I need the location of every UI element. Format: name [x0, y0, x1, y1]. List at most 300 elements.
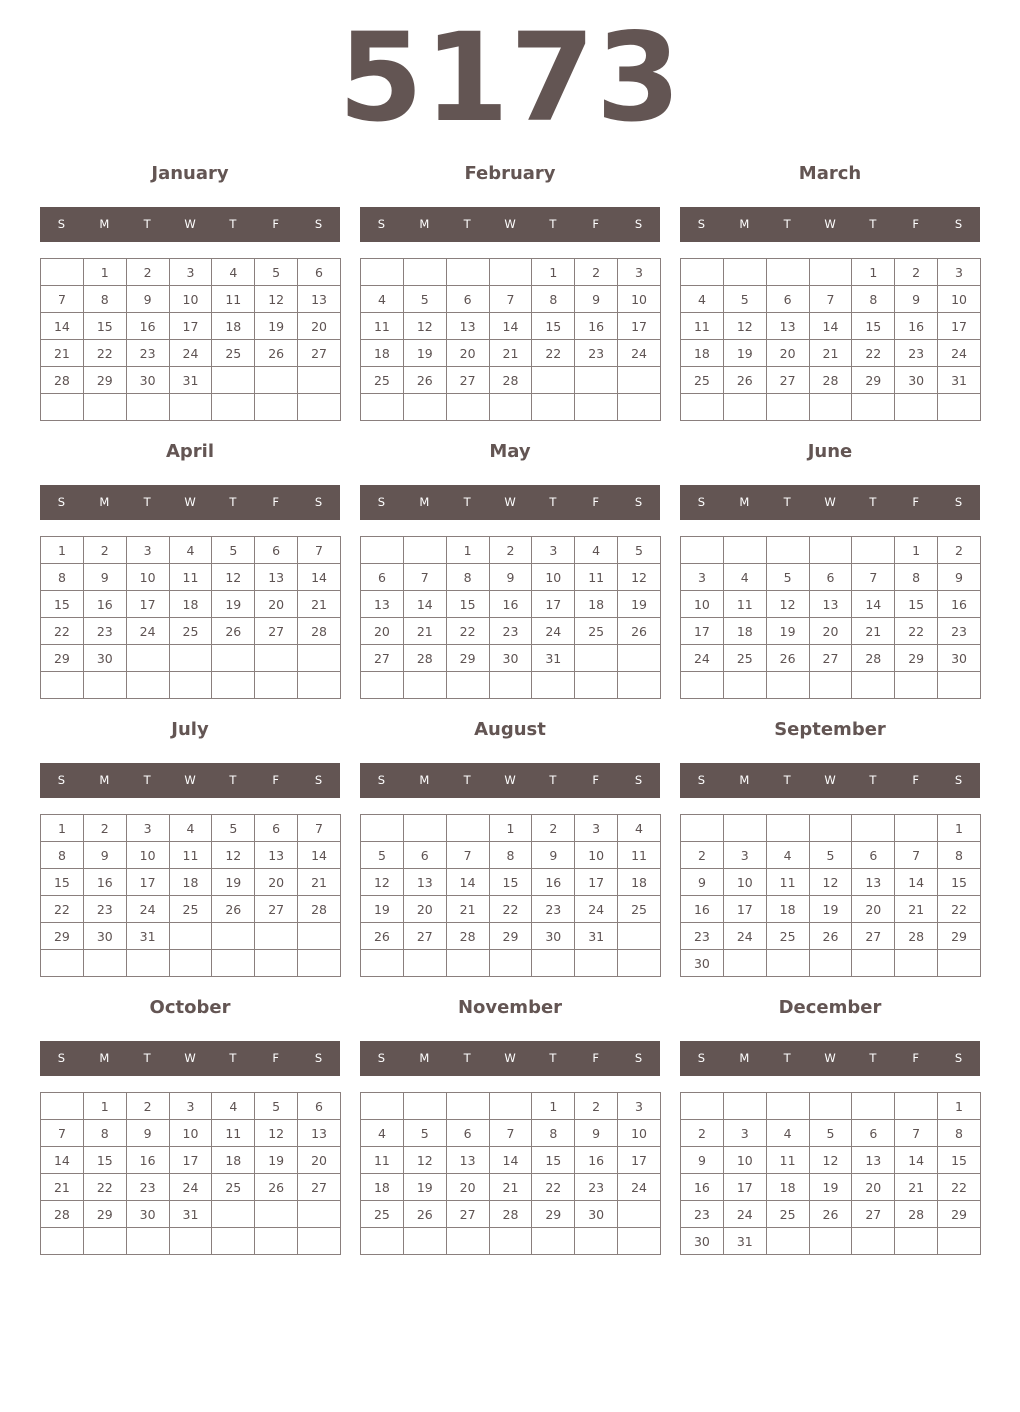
- day-cell: 10: [126, 564, 169, 591]
- week-row: [681, 286, 981, 313]
- day-cell: 23: [575, 1174, 618, 1201]
- day-cell: 5: [809, 1120, 852, 1147]
- day-cell: 16: [126, 1147, 169, 1174]
- day-cell: 17: [618, 1147, 661, 1174]
- weekday-label: W: [824, 217, 836, 231]
- day-cell: 11: [361, 1147, 404, 1174]
- day-cell: 23: [895, 340, 938, 367]
- empty-day-cell: [895, 1228, 938, 1255]
- day-cell: 22: [41, 618, 84, 645]
- day-cell: 9: [83, 842, 126, 869]
- week-row: [361, 591, 661, 618]
- week-row: [681, 591, 981, 618]
- day-cell: 31: [169, 1201, 212, 1228]
- day-cell: 23: [126, 1174, 169, 1201]
- empty-day-cell: [723, 394, 766, 421]
- day-cell: 21: [403, 618, 446, 645]
- empty-day-cell: [446, 1228, 489, 1255]
- week-row: [361, 1174, 661, 1201]
- empty-day-cell: [83, 950, 126, 977]
- day-cell: 5: [723, 286, 766, 313]
- month-name: October: [149, 997, 231, 1018]
- day-cell: 27: [361, 645, 404, 672]
- weekday-label: S: [377, 495, 386, 509]
- day-cell: 27: [852, 923, 895, 950]
- day-cell: 30: [489, 645, 532, 672]
- day-cell: 7: [895, 1120, 938, 1147]
- day-cell: 28: [895, 1201, 938, 1228]
- empty-day-cell: [212, 394, 255, 421]
- weekday-label: S: [377, 773, 386, 787]
- day-cell: 10: [575, 842, 618, 869]
- day-cell: 25: [618, 896, 661, 923]
- day-cell: 16: [575, 1147, 618, 1174]
- day-cell: 2: [126, 259, 169, 286]
- day-cell: 3: [723, 842, 766, 869]
- week-row: [681, 1093, 981, 1120]
- day-cell: 29: [532, 1201, 575, 1228]
- day-cell: 9: [895, 286, 938, 313]
- day-cell: 26: [403, 367, 446, 394]
- day-cell: 1: [532, 259, 575, 286]
- day-cell: 3: [723, 1120, 766, 1147]
- empty-day-cell: [766, 259, 809, 286]
- month-name: December: [778, 997, 882, 1018]
- weekday-label: T: [869, 495, 877, 509]
- day-cell: 1: [938, 1093, 981, 1120]
- week-row: [361, 367, 661, 394]
- weekday-label: T: [229, 495, 237, 509]
- empty-day-cell: [852, 672, 895, 699]
- day-grid: [680, 536, 981, 699]
- day-cell: 11: [681, 313, 724, 340]
- day-cell: 29: [446, 645, 489, 672]
- weekday-header: [680, 485, 980, 520]
- empty-day-cell: [126, 645, 169, 672]
- day-cell: 24: [126, 896, 169, 923]
- day-cell: 15: [532, 1147, 575, 1174]
- day-cell: 26: [766, 645, 809, 672]
- empty-day-cell: [575, 1228, 618, 1255]
- day-cell: 28: [41, 367, 84, 394]
- day-cell: 12: [809, 869, 852, 896]
- day-cell: 12: [361, 869, 404, 896]
- day-cell: 1: [83, 1093, 126, 1120]
- weekday-label: F: [592, 1051, 600, 1065]
- weekday-header: [680, 207, 980, 242]
- empty-day-cell: [361, 394, 404, 421]
- day-cell: 8: [895, 564, 938, 591]
- weekday-label: F: [912, 1051, 920, 1065]
- day-cell: 9: [575, 286, 618, 313]
- day-cell: 26: [212, 896, 255, 923]
- empty-day-cell: [169, 645, 212, 672]
- day-cell: 30: [83, 645, 126, 672]
- day-cell: 3: [126, 815, 169, 842]
- day-cell: 16: [938, 591, 981, 618]
- weekday-label: S: [314, 495, 323, 509]
- day-cell: 1: [938, 815, 981, 842]
- empty-day-cell: [532, 394, 575, 421]
- day-cell: 23: [489, 618, 532, 645]
- day-cell: 16: [532, 869, 575, 896]
- day-cell: 23: [126, 340, 169, 367]
- empty-day-cell: [255, 672, 298, 699]
- day-cell: 15: [41, 591, 84, 618]
- empty-day-cell: [618, 950, 661, 977]
- empty-day-cell: [298, 923, 341, 950]
- day-cell: 11: [361, 313, 404, 340]
- weekday-label: T: [229, 217, 237, 231]
- day-cell: 2: [83, 537, 126, 564]
- day-cell: 22: [489, 896, 532, 923]
- empty-day-cell: [809, 672, 852, 699]
- day-cell: 14: [403, 591, 446, 618]
- day-cell: 20: [766, 340, 809, 367]
- day-cell: 8: [446, 564, 489, 591]
- weekday-label: T: [463, 773, 471, 787]
- day-cell: 23: [83, 896, 126, 923]
- empty-day-cell: [489, 394, 532, 421]
- empty-day-cell: [681, 537, 724, 564]
- week-row: [681, 950, 981, 977]
- empty-day-cell: [403, 537, 446, 564]
- day-cell: 26: [212, 618, 255, 645]
- weekday-header: [40, 763, 340, 798]
- weekday-label: F: [912, 773, 920, 787]
- day-cell: 7: [489, 286, 532, 313]
- empty-day-cell: [938, 672, 981, 699]
- day-cell: 26: [361, 923, 404, 950]
- day-cell: 21: [298, 591, 341, 618]
- day-cell: 25: [766, 923, 809, 950]
- day-cell: 13: [255, 842, 298, 869]
- empty-day-cell: [618, 367, 661, 394]
- empty-day-cell: [169, 923, 212, 950]
- empty-day-cell: [575, 367, 618, 394]
- day-cell: 20: [298, 1147, 341, 1174]
- empty-day-cell: [169, 1228, 212, 1255]
- day-cell: 8: [41, 842, 84, 869]
- day-cell: 15: [938, 869, 981, 896]
- day-cell: 30: [532, 923, 575, 950]
- day-cell: 29: [938, 923, 981, 950]
- day-cell: 24: [723, 923, 766, 950]
- weekday-label: W: [824, 1051, 836, 1065]
- empty-day-cell: [575, 645, 618, 672]
- day-cell: 7: [446, 842, 489, 869]
- empty-day-cell: [212, 645, 255, 672]
- day-cell: 7: [403, 564, 446, 591]
- weekday-label: M: [419, 495, 430, 509]
- empty-day-cell: [766, 815, 809, 842]
- empty-day-cell: [361, 537, 404, 564]
- day-cell: 14: [298, 564, 341, 591]
- day-cell: 20: [446, 1174, 489, 1201]
- day-cell: 20: [361, 618, 404, 645]
- week-row: [41, 1228, 341, 1255]
- weekday-label: M: [419, 1051, 430, 1065]
- week-row: [681, 537, 981, 564]
- day-cell: 13: [446, 1147, 489, 1174]
- day-cell: 12: [809, 1147, 852, 1174]
- weekday-label: S: [954, 495, 963, 509]
- day-cell: 17: [126, 869, 169, 896]
- week-row: [41, 537, 341, 564]
- day-cell: 2: [938, 537, 981, 564]
- day-cell: 24: [575, 896, 618, 923]
- day-grid: [360, 258, 661, 421]
- empty-day-cell: [532, 672, 575, 699]
- day-cell: 21: [809, 340, 852, 367]
- day-cell: 27: [403, 923, 446, 950]
- empty-day-cell: [298, 394, 341, 421]
- day-cell: 15: [532, 313, 575, 340]
- week-row: [681, 259, 981, 286]
- day-cell: 14: [41, 313, 84, 340]
- empty-day-cell: [895, 394, 938, 421]
- empty-day-cell: [766, 1093, 809, 1120]
- empty-day-cell: [446, 394, 489, 421]
- day-cell: 13: [255, 564, 298, 591]
- week-row: [361, 286, 661, 313]
- day-cell: 13: [298, 1120, 341, 1147]
- week-row: [41, 286, 341, 313]
- empty-day-cell: [126, 672, 169, 699]
- day-cell: 24: [681, 645, 724, 672]
- day-cell: 9: [83, 564, 126, 591]
- day-cell: 12: [618, 564, 661, 591]
- day-cell: 20: [255, 591, 298, 618]
- day-cell: 7: [41, 286, 84, 313]
- empty-day-cell: [255, 1228, 298, 1255]
- day-cell: 24: [938, 340, 981, 367]
- empty-day-cell: [895, 950, 938, 977]
- empty-day-cell: [766, 394, 809, 421]
- weekday-header: [40, 207, 340, 242]
- day-cell: 16: [126, 313, 169, 340]
- day-cell: 23: [532, 896, 575, 923]
- weekday-label: S: [954, 773, 963, 787]
- week-row: [41, 591, 341, 618]
- calendar-year: 5173: [338, 7, 682, 149]
- day-cell: 29: [83, 367, 126, 394]
- weekday-label: F: [272, 217, 280, 231]
- month-name: June: [807, 441, 853, 462]
- week-row: [361, 1147, 661, 1174]
- week-row: [41, 645, 341, 672]
- empty-day-cell: [169, 950, 212, 977]
- week-row: [681, 896, 981, 923]
- day-cell: 8: [83, 286, 126, 313]
- empty-day-cell: [83, 672, 126, 699]
- week-row: [681, 645, 981, 672]
- day-cell: 12: [255, 1120, 298, 1147]
- weekday-label: F: [272, 1051, 280, 1065]
- week-row: [681, 1228, 981, 1255]
- day-cell: 7: [852, 564, 895, 591]
- day-cell: 12: [212, 842, 255, 869]
- week-row: [681, 842, 981, 869]
- week-row: [681, 1174, 981, 1201]
- day-cell: 28: [852, 645, 895, 672]
- empty-day-cell: [681, 259, 724, 286]
- day-grid: [680, 814, 981, 977]
- week-row: [361, 340, 661, 367]
- day-cell: 30: [83, 923, 126, 950]
- empty-day-cell: [255, 950, 298, 977]
- month-name: January: [151, 163, 229, 184]
- day-cell: 3: [575, 815, 618, 842]
- day-cell: 16: [83, 591, 126, 618]
- day-cell: 13: [852, 1147, 895, 1174]
- day-cell: 18: [766, 1174, 809, 1201]
- empty-day-cell: [852, 950, 895, 977]
- week-row: [361, 645, 661, 672]
- weekday-label: T: [549, 773, 557, 787]
- day-cell: 12: [723, 313, 766, 340]
- weekday-label: M: [739, 1051, 750, 1065]
- week-row: [361, 869, 661, 896]
- empty-day-cell: [681, 1093, 724, 1120]
- day-cell: 18: [169, 591, 212, 618]
- day-cell: 27: [809, 645, 852, 672]
- weekday-header: [680, 763, 980, 798]
- day-cell: 1: [83, 259, 126, 286]
- day-cell: 23: [681, 1201, 724, 1228]
- day-grid: [40, 258, 341, 421]
- empty-day-cell: [809, 1228, 852, 1255]
- day-cell: 19: [403, 340, 446, 367]
- day-cell: 19: [766, 618, 809, 645]
- empty-day-cell: [766, 1228, 809, 1255]
- day-cell: 10: [618, 286, 661, 313]
- empty-day-cell: [126, 950, 169, 977]
- day-cell: 4: [723, 564, 766, 591]
- day-cell: 5: [212, 815, 255, 842]
- day-cell: 25: [169, 618, 212, 645]
- day-cell: 15: [41, 869, 84, 896]
- day-cell: 10: [532, 564, 575, 591]
- empty-day-cell: [618, 923, 661, 950]
- day-cell: 31: [938, 367, 981, 394]
- day-cell: 13: [403, 869, 446, 896]
- day-cell: 30: [681, 1228, 724, 1255]
- day-cell: 8: [532, 1120, 575, 1147]
- day-cell: 5: [403, 1120, 446, 1147]
- day-cell: 7: [298, 537, 341, 564]
- empty-day-cell: [403, 1093, 446, 1120]
- day-cell: 3: [681, 564, 724, 591]
- week-row: [41, 1093, 341, 1120]
- week-row: [41, 1201, 341, 1228]
- weekday-label: M: [419, 773, 430, 787]
- week-row: [41, 869, 341, 896]
- day-cell: 9: [126, 1120, 169, 1147]
- day-cell: 5: [361, 842, 404, 869]
- week-row: [361, 672, 661, 699]
- weekday-label: M: [99, 773, 110, 787]
- day-cell: 9: [681, 1147, 724, 1174]
- day-cell: 18: [575, 591, 618, 618]
- day-cell: 26: [255, 1174, 298, 1201]
- day-cell: 24: [169, 340, 212, 367]
- weekday-label: T: [549, 495, 557, 509]
- day-cell: 12: [403, 313, 446, 340]
- day-cell: 31: [532, 645, 575, 672]
- day-cell: 28: [446, 923, 489, 950]
- weekday-label: S: [314, 1051, 323, 1065]
- weekday-label: S: [634, 495, 643, 509]
- month-name: February: [464, 163, 556, 184]
- day-cell: 10: [938, 286, 981, 313]
- empty-day-cell: [41, 259, 84, 286]
- empty-day-cell: [403, 815, 446, 842]
- weekday-label: T: [463, 495, 471, 509]
- day-cell: 18: [681, 340, 724, 367]
- day-cell: 6: [255, 537, 298, 564]
- day-cell: 28: [489, 367, 532, 394]
- weekday-header: [360, 763, 660, 798]
- empty-day-cell: [938, 950, 981, 977]
- week-row: [361, 564, 661, 591]
- empty-day-cell: [169, 394, 212, 421]
- day-cell: 24: [532, 618, 575, 645]
- empty-day-cell: [212, 923, 255, 950]
- empty-day-cell: [126, 1228, 169, 1255]
- weekday-label: T: [549, 1051, 557, 1065]
- day-cell: 29: [938, 1201, 981, 1228]
- empty-day-cell: [361, 259, 404, 286]
- weekday-label: W: [504, 217, 516, 231]
- day-cell: 24: [169, 1174, 212, 1201]
- day-cell: 20: [255, 869, 298, 896]
- week-row: [41, 259, 341, 286]
- weekday-label: S: [314, 217, 323, 231]
- empty-day-cell: [575, 950, 618, 977]
- week-row: [681, 618, 981, 645]
- weekday-label: M: [99, 1051, 110, 1065]
- weekday-label: M: [739, 217, 750, 231]
- weekday-label: S: [697, 773, 706, 787]
- weekday-label: S: [634, 217, 643, 231]
- weekday-label: T: [783, 495, 791, 509]
- weekday-label: F: [592, 217, 600, 231]
- day-cell: 14: [852, 591, 895, 618]
- day-cell: 29: [83, 1201, 126, 1228]
- week-row: [681, 672, 981, 699]
- day-cell: 23: [83, 618, 126, 645]
- day-cell: 2: [895, 259, 938, 286]
- empty-day-cell: [403, 259, 446, 286]
- day-cell: 21: [41, 1174, 84, 1201]
- empty-day-cell: [766, 672, 809, 699]
- day-cell: 18: [723, 618, 766, 645]
- empty-day-cell: [361, 950, 404, 977]
- day-cell: 27: [255, 618, 298, 645]
- day-cell: 21: [489, 1174, 532, 1201]
- week-row: [361, 1093, 661, 1120]
- day-cell: 3: [618, 1093, 661, 1120]
- day-cell: 9: [575, 1120, 618, 1147]
- day-cell: 22: [446, 618, 489, 645]
- week-row: [41, 564, 341, 591]
- week-row: [361, 923, 661, 950]
- day-cell: 5: [212, 537, 255, 564]
- day-cell: 11: [169, 564, 212, 591]
- weekday-label: W: [184, 217, 196, 231]
- day-cell: 22: [532, 340, 575, 367]
